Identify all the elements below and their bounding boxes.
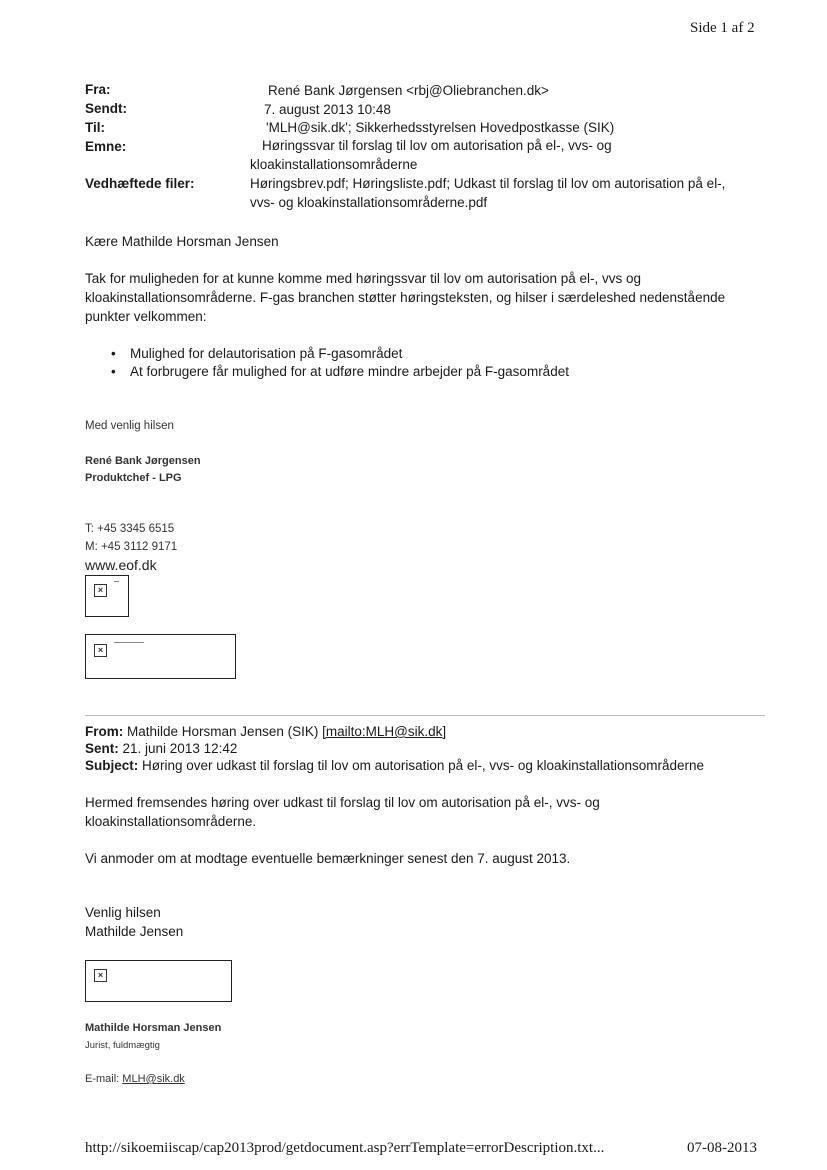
page-number: Side 1 af 2 (690, 20, 755, 36)
body-paragraph-line-3: punkter velkommen: (85, 309, 207, 324)
forwarded-subject-value: Høring over udkast til forslag til lov om autorisation på el-, vvs- og kloakinstallationsområderne (142, 758, 705, 773)
sender-name: René Bank Jørgensen (85, 455, 201, 467)
forwarded-paragraph-1-line-1: Hermed fremsendes høring over udkast til forslag til lov om autorisation på el-, vvs- og (85, 795, 600, 810)
footer-date: 07-08-2013 (687, 1140, 757, 1156)
mobile: M: +45 3112 9171 (85, 541, 178, 553)
forwarded-from (85, 723, 446, 740)
broken-image-icon: × (94, 584, 107, 597)
forwarded-closing (85, 903, 765, 941)
greeting: Kære Mathilde Horsman Jensen (85, 234, 279, 249)
forwarded-paragraph-2: Vi anmoder om at modtage eventuelle bemærkninger senest den 7. august 2013. (85, 851, 571, 866)
body-paragraph-line-2: kloakinstallationsområderne. F-gas branchen støtter høringsteksten, og hilser i særdeleshed nedenstående (85, 290, 726, 305)
forwarded-subject (85, 757, 775, 774)
broken-image-logo (85, 575, 129, 617)
forwarded-sent-value: 21. juni 2013 12:42 (122, 741, 238, 756)
forwarded-paragraph-1 (85, 793, 765, 831)
sent-value: 7. august 2013 10:48 (264, 102, 391, 117)
phone: T: +45 3345 6515 (85, 523, 175, 535)
bullet-list (105, 345, 765, 381)
footer-url: http://sikoemiiscap/cap2013prod/getdocument.asp?errTemplate=errorDescription.txt... (85, 1140, 605, 1156)
image-alt-mark (114, 581, 119, 582)
forwarded-subject-label: Subject: (85, 758, 139, 773)
forwarded-sent-label: Sent: (85, 741, 119, 756)
forwarded-paragraph-1-line-2: kloakinstallationsområderne. (85, 814, 257, 829)
forwarded-sent (85, 740, 237, 757)
attachments-line-2: vvs- og kloakinstallationsområderne.pdf (250, 195, 488, 210)
broken-image-icon: × (94, 644, 107, 657)
to-label: Til: (85, 120, 105, 135)
sender-title: Produktchef - LPG (85, 472, 182, 484)
website-link[interactable]: www.eof.dk (85, 557, 157, 573)
closing: Med venlig hilsen (85, 420, 174, 432)
from-value: René Bank Jørgensen <rbj@Oliebranchen.dk> (268, 83, 549, 98)
to-value: 'MLH@sik.dk'; Sikkerhedsstyrelsen Hovedpostkasse (SIK) (266, 120, 615, 135)
sent-label: Sendt: (85, 101, 127, 116)
forwarded-sig-title: Jurist, fuldmægtig (85, 1040, 160, 1051)
forwarded-email-label: E-mail: (85, 1073, 120, 1085)
from-label: Fra: (85, 82, 111, 97)
subject-label: Emne: (85, 139, 127, 154)
broken-image-banner (85, 634, 236, 679)
forwarded-closing-2: Mathilde Jensen (85, 924, 184, 939)
forward-divider (85, 715, 765, 716)
broken-image-icon: × (94, 969, 107, 982)
body-paragraph-line-1: Tak for muligheden for at kunne komme med høringssvar til lov om autorisation på el-, vvs og (85, 271, 641, 286)
forwarded-closing-1: Venlig hilsen (85, 905, 161, 920)
bullet-item: • At forbrugere får mulighed for at udføre mindre arbejder på F-gasområdet (105, 363, 765, 381)
forwarded-sig-name: Mathilde Horsman Jensen (85, 1022, 222, 1034)
bullet-item: • Mulighed for delautorisation på F-gasområdet (105, 345, 765, 363)
forwarded-from-value: Mathilde Horsman Jensen (SIK) (127, 724, 319, 739)
forwarded-from-label: From: (85, 724, 124, 739)
forwarded-email-link[interactable]: MLH@sik.dk (122, 1073, 185, 1085)
image-alt-mark (114, 642, 144, 643)
attachments-line-1: Høringsbrev.pdf; Høringsliste.pdf; Udkast til forslag til lov om autorisation på el-, (250, 176, 726, 191)
attachments-label: Vedhæftede filer: (85, 176, 195, 191)
subject-line-2: kloakinstallationsområderne (250, 157, 418, 172)
forwarded-email (85, 1073, 185, 1085)
body-paragraph (85, 269, 765, 326)
broken-image-sik-logo (85, 960, 232, 1002)
subject-line-1: Høringssvar til forslag til lov om autorisation på el-, vvs- og (262, 138, 612, 153)
forwarded-mailto-link[interactable]: [mailto:MLH@sik.dk] (322, 724, 447, 739)
